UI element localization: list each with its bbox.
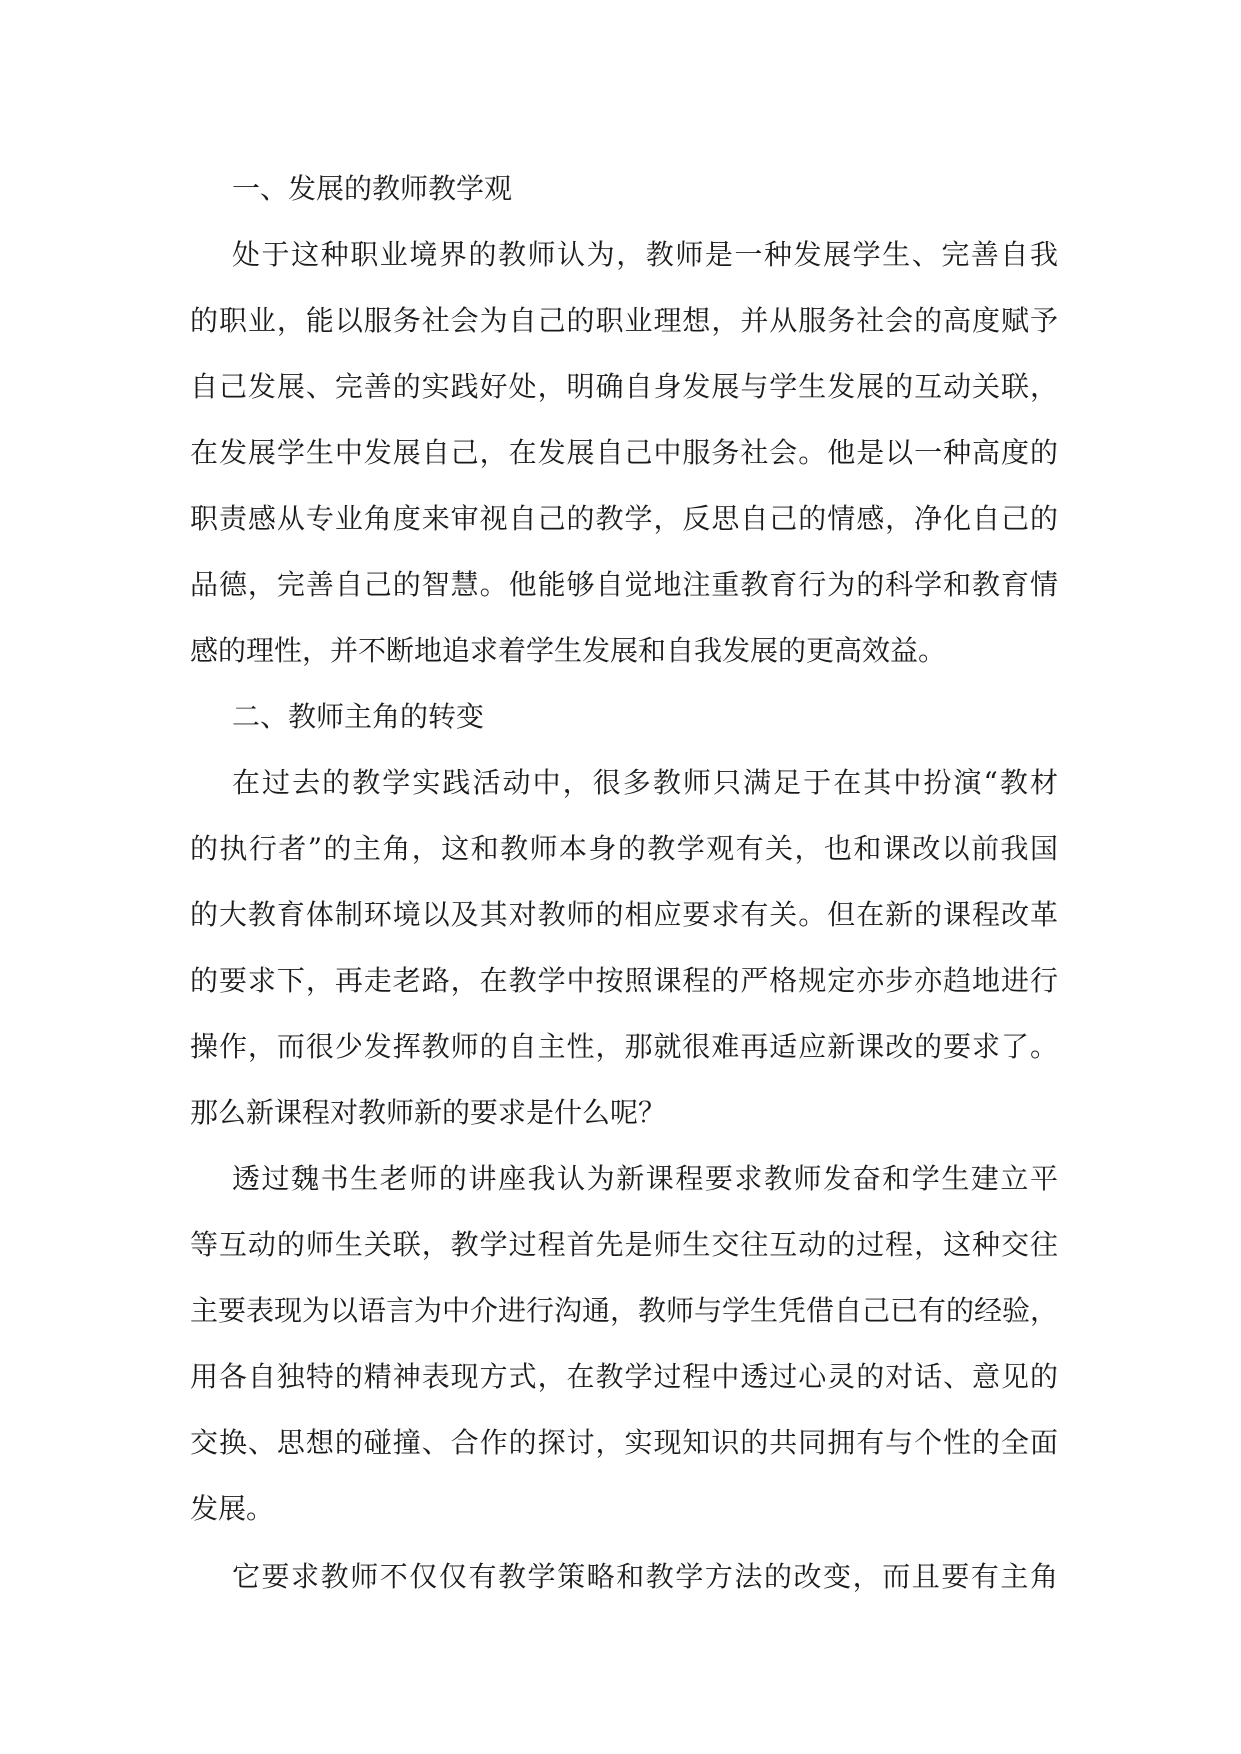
paragraph-line: 的要求下，再走老路，在教学中按照课程的严格规定亦步亦趋地进行: [190, 964, 1058, 997]
paragraph-line: 操作，而很少发挥教师的自主性，那就很难再适应新课改的要求了。: [190, 1030, 1058, 1063]
paragraph-line: 的大教育体制环境以及其对教师的相应要求有关。但在新的课程改革: [190, 898, 1058, 931]
paragraph-line: 发展。: [190, 1492, 275, 1525]
paragraph-line: 的执行者”的主角，这和教师本身的教学观有关，也和课改以前我国: [190, 832, 1058, 865]
document-body: [190, 156, 1058, 1610]
paragraph-line: 在过去的教学实践活动中，很多教师只满足于在其中扮演“教材: [232, 766, 1058, 799]
paragraph-line: 交换、思想的碰撞、合作的探讨，实现知识的共同拥有与个性的全面: [190, 1426, 1058, 1459]
heading-section-1: 一、发展的教师教学观: [232, 172, 513, 205]
paragraph-line: 职责感从专业角度来审视自己的教学，反思自己的情感，净化自己的: [190, 502, 1058, 535]
paragraph-line: 那么新课程对教师新的要求是什么呢？: [190, 1096, 667, 1129]
paragraph-line: 它要求教师不仅仅有教学策略和教学方法的改变，而且要有主角: [232, 1560, 1058, 1593]
heading-section-2: 二、教师主角的转变: [232, 700, 485, 733]
paragraph-line: 的职业，能以服务社会为自己的职业理想，并从服务社会的高度赋予: [190, 304, 1058, 337]
paragraph-line: 等互动的师生关联，教学过程首先是师生交往互动的过程，这种交往: [190, 1228, 1058, 1261]
paragraph-line: 品德，完善自己的智慧。他能够自觉地注重教育行为的科学和教育情: [190, 568, 1058, 601]
paragraph-line: 用各自独特的精神表现方式，在教学过程中透过心灵的对话、意见的: [190, 1360, 1058, 1393]
paragraph-line: 感的理性，并不断地追求着学生发展和自我发展的更高效益。: [190, 634, 947, 667]
paragraph-line: 处于这种职业境界的教师认为，教师是一种发展学生、完善自我: [232, 238, 1058, 271]
paragraph-line: 在发展学生中发展自己，在发展自己中服务社会。他是以一种高度的: [190, 436, 1058, 469]
paragraph-line: 透过魏书生老师的讲座我认为新课程要求教师发奋和学生建立平: [232, 1162, 1058, 1195]
paragraph-line: 自己发展、完善的实践好处，明确自身发展与学生发展的互动关联，: [190, 370, 1058, 403]
paragraph-line: 主要表现为以语言为中介进行沟通，教师与学生凭借自己已有的经验，: [190, 1294, 1059, 1327]
